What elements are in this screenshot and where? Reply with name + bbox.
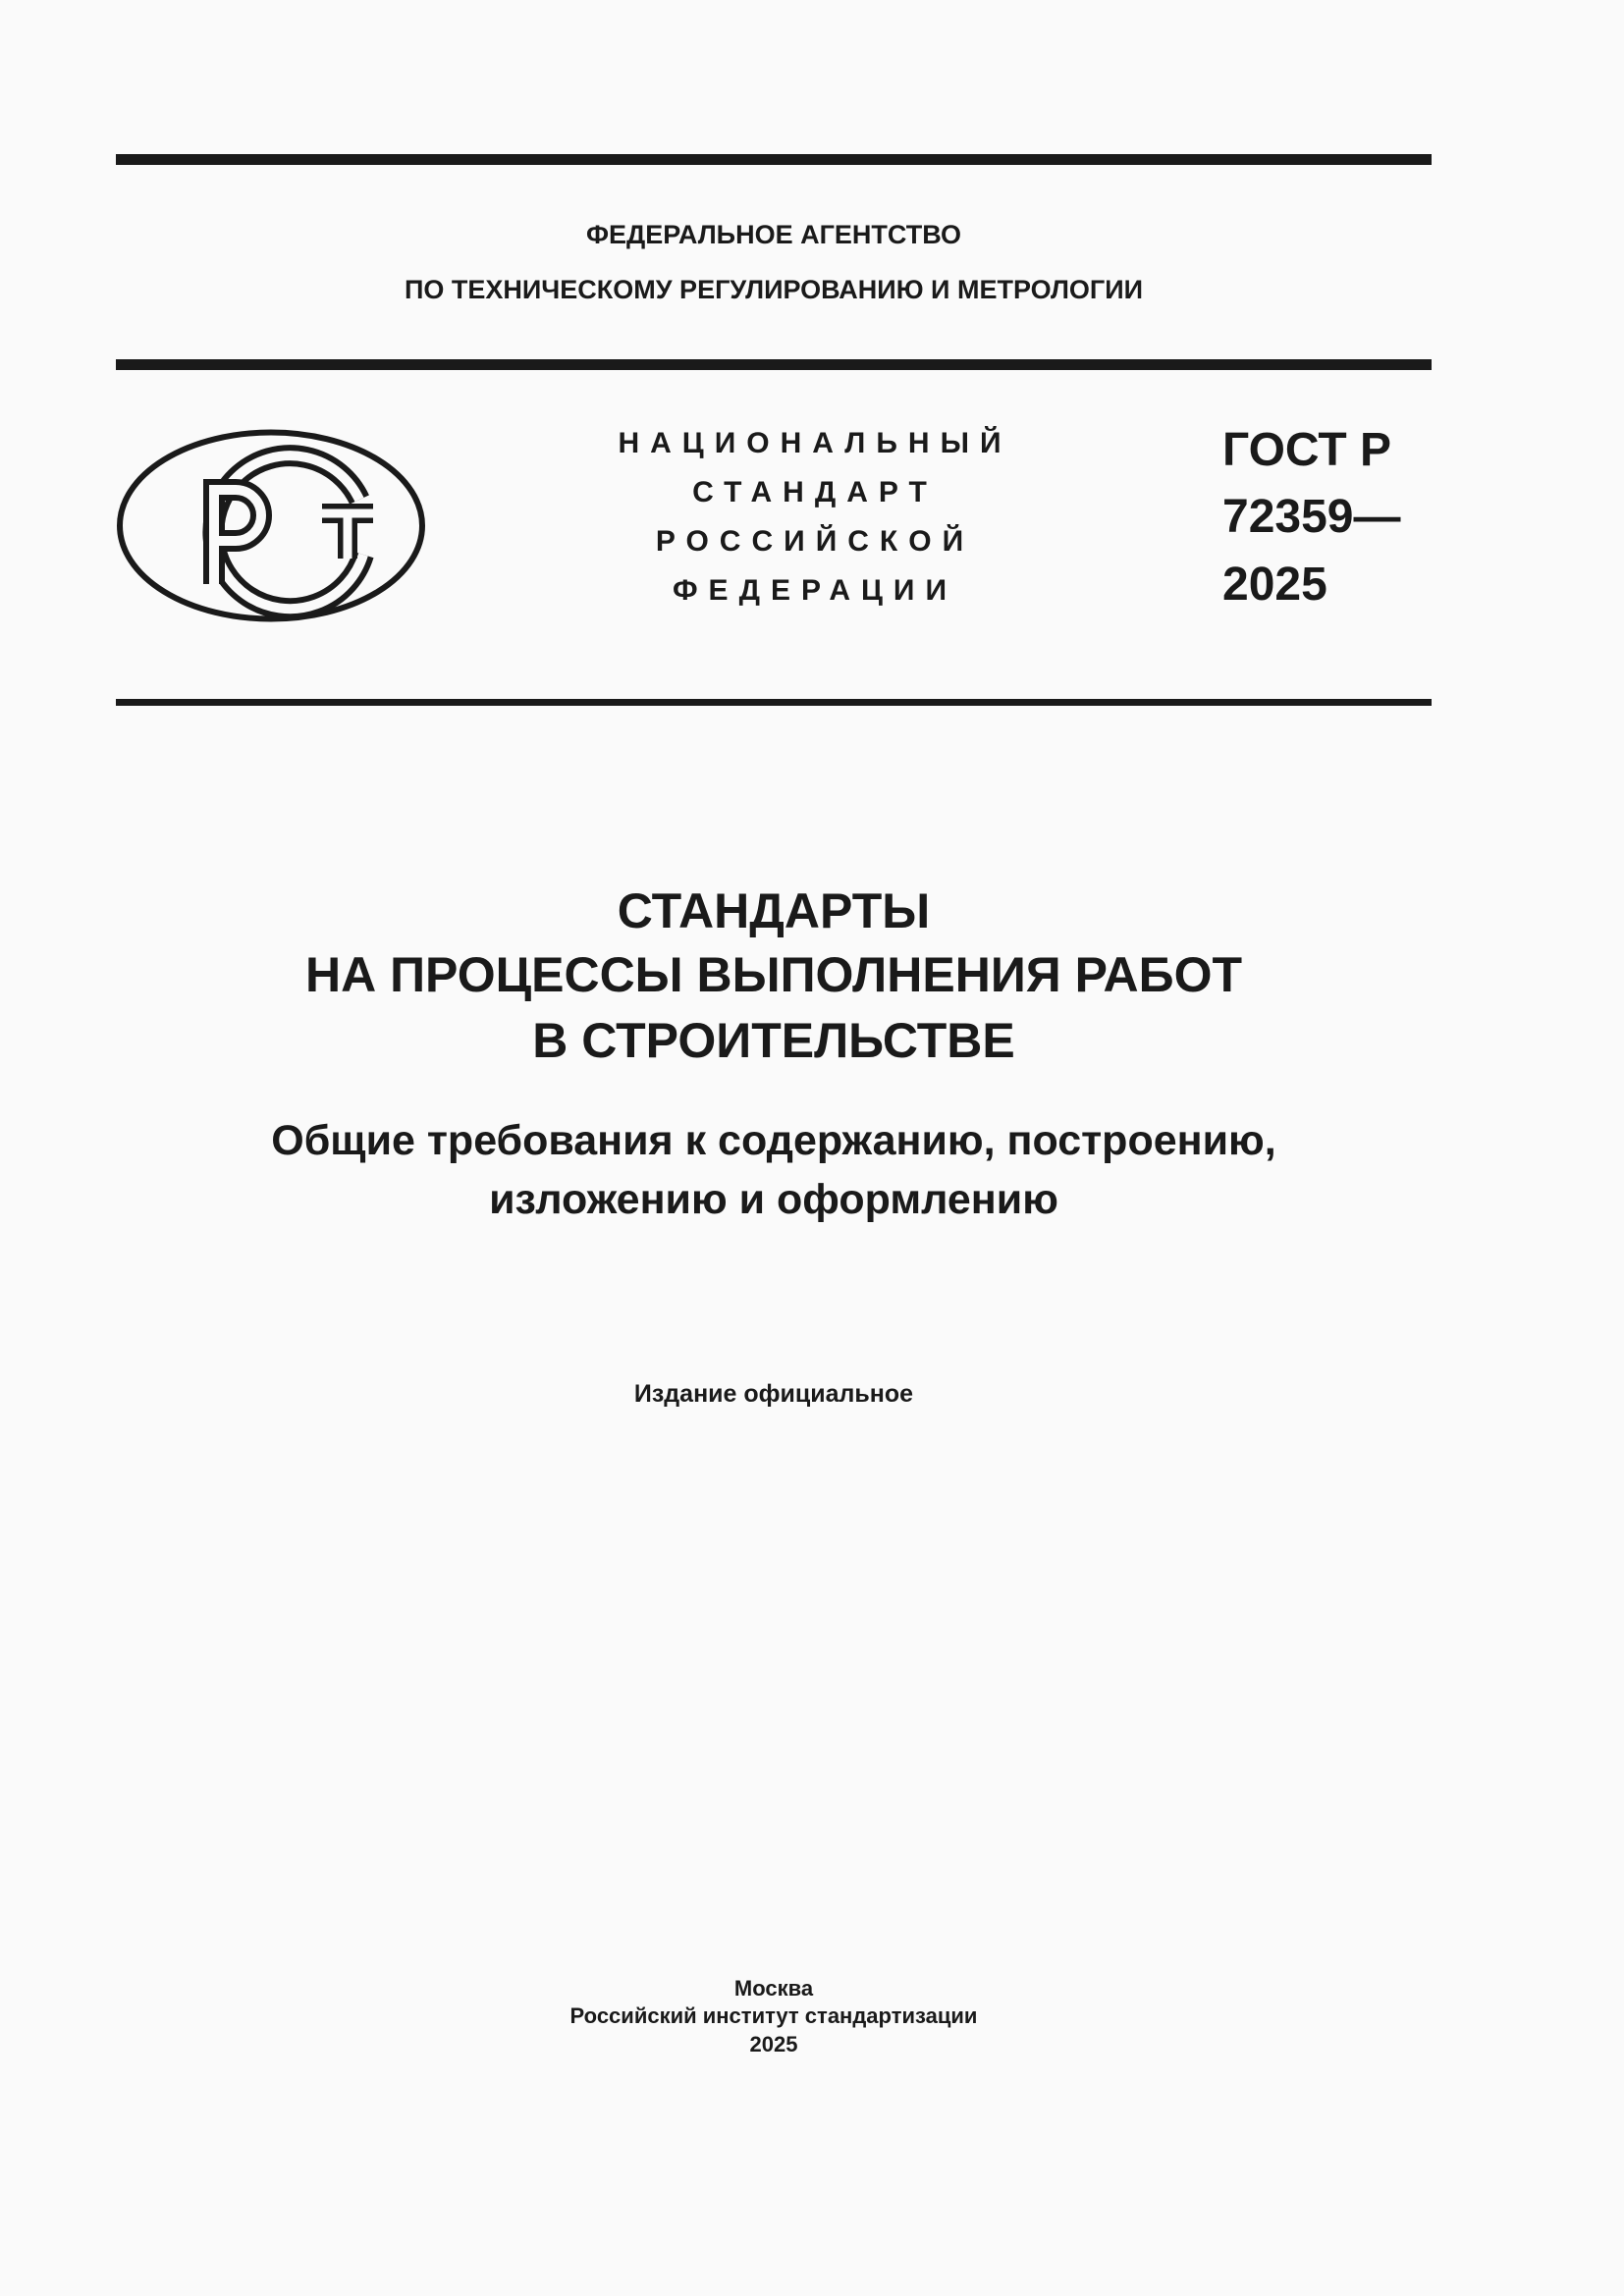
bottom-header-rule [116,699,1432,706]
national-standard-line-1: НАЦИОНАЛЬНЫЙ [618,427,1012,459]
agency-name-line-2: ПО ТЕХНИЧЕСКОМУ РЕГУЛИРОВАНИЮ И МЕТРОЛОГИИ [404,275,1144,304]
document-title-line-3: В СТРОИТЕЛЬСТВЕ [532,1013,1015,1068]
document-title-line-1: СТАНДАРТЫ [617,883,931,938]
top-rule [116,154,1432,165]
standard-designation-line-1: ГОСТ Р [1222,424,1392,476]
national-standard-line-3: РОССИЙСКОЙ [655,525,975,558]
standard-designation-line-3: 2025 [1222,559,1327,611]
edition-note: Издание официальное [633,1380,914,1408]
document-subtitle-line-1: Общие требования к содержанию, построению, [271,1117,1276,1164]
national-standard-line-4: ФЕДЕРАЦИИ [672,574,958,607]
standard-designation-line-2: 72359— [1222,491,1401,543]
agency-name-line-1: ФЕДЕРАЛЬНОЕ АГЕНТСТВО [585,220,962,249]
rst-mark-icon [116,429,426,622]
imprint-year: 2025 [749,2032,798,2056]
imprint-city: Москва [733,1976,814,2001]
document-subtitle-line-2: изложению и оформлению [489,1176,1058,1223]
national-standard-line-2: СТАНДАРТ [692,476,938,508]
header-rule [116,359,1432,370]
document-title-line-2: НА ПРОЦЕССЫ ВЫПОЛНЕНИЯ РАБОТ [304,947,1243,1002]
imprint-publisher: Российский институт стандартизации [569,2003,978,2028]
